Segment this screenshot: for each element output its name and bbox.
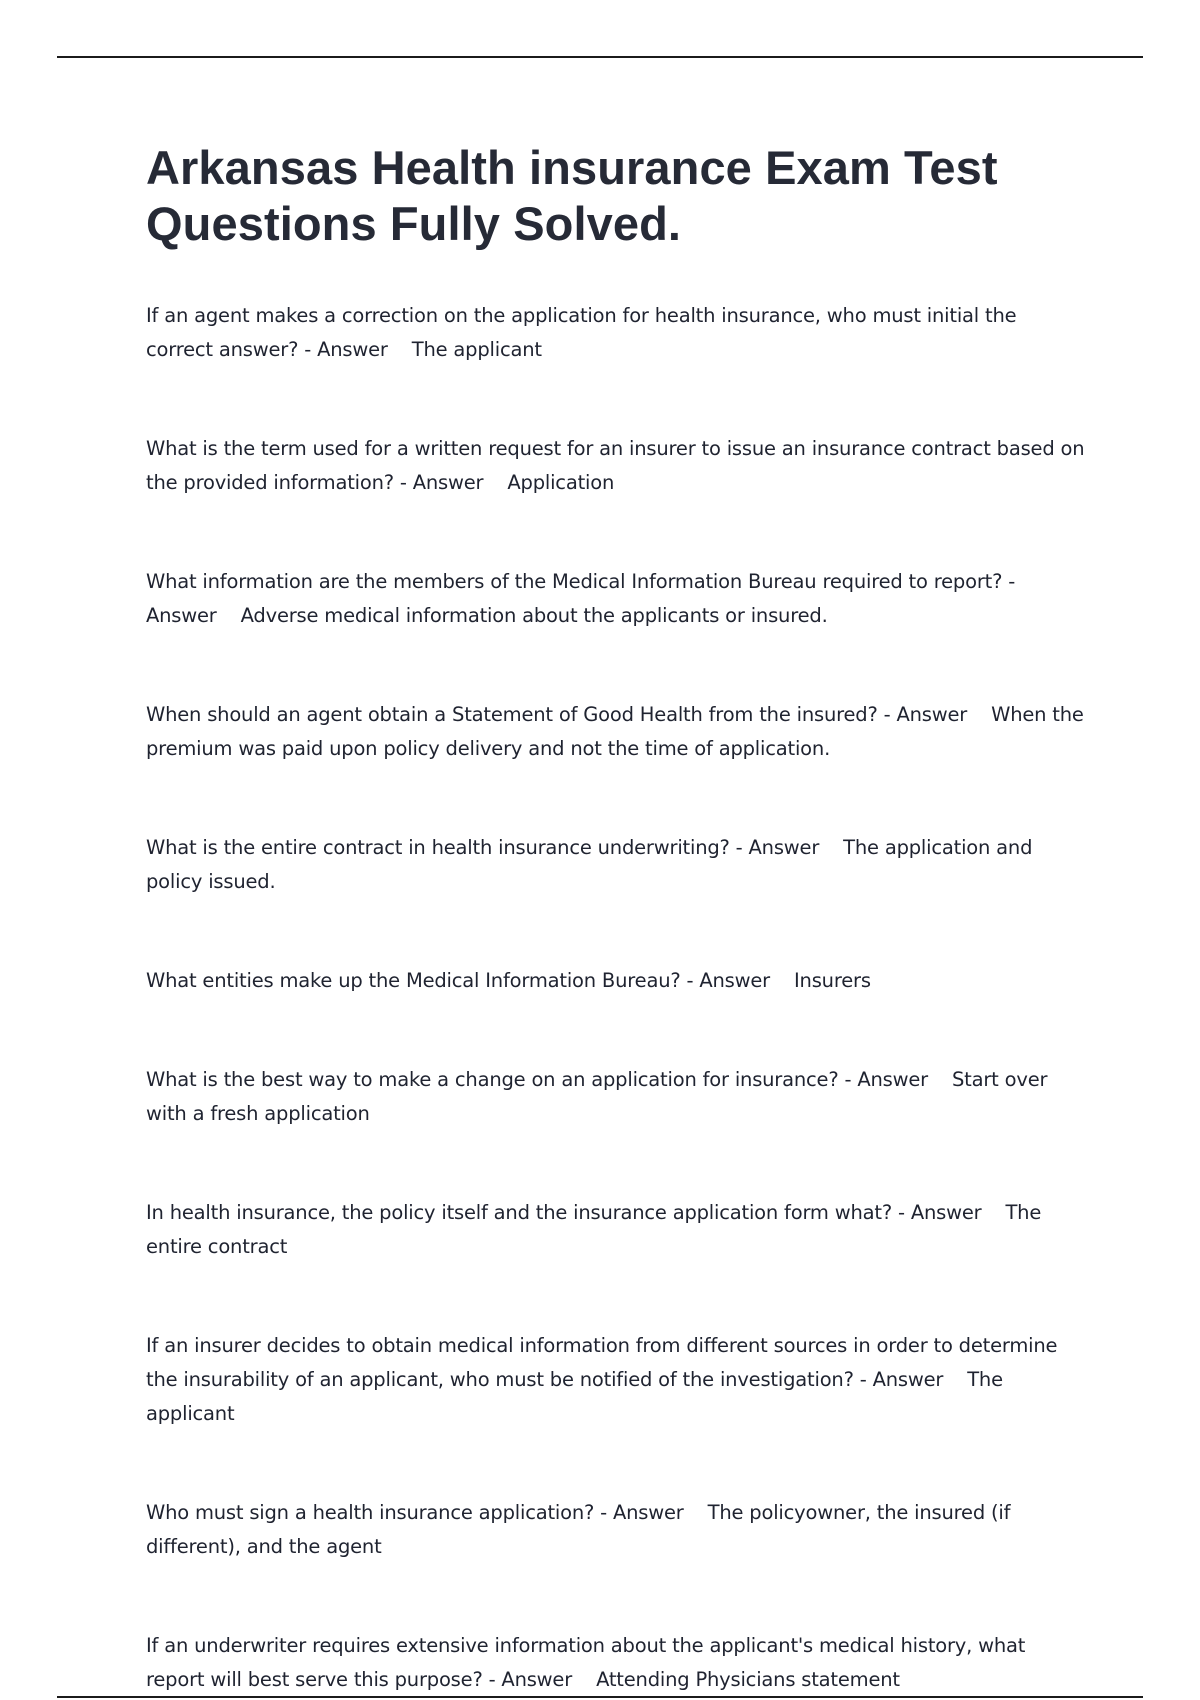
answer-text: Adverse medical information about the applicants or insured.: [240, 604, 828, 627]
answer-label: - Answer: [853, 1368, 944, 1391]
qa-item: [146, 565, 1086, 633]
qa-item: [146, 299, 1086, 367]
qa-item: [146, 1196, 1086, 1264]
answer-label: - Answer: [838, 1068, 928, 1091]
document-body: [146, 140, 1086, 1697]
question-text: When should an agent obtain a Statement of Good Health from the insured?: [146, 703, 878, 726]
qa-item: [146, 1329, 1086, 1431]
question-text: In health insurance, the policy itself and the insurance application form what?: [146, 1201, 892, 1224]
answer-text: The applicant: [411, 338, 542, 361]
question-text: What is the entire contract in health insurance underwriting?: [146, 836, 730, 859]
top-rule: [57, 56, 1143, 58]
answer-text: The entire contract: [146, 1201, 1042, 1258]
qa-item: [146, 1629, 1086, 1697]
answer-text: When the premium was paid upon policy delivery and not the time of application.: [146, 703, 1084, 760]
answer-label: - Answer: [729, 836, 820, 859]
question-text: If an insurer decides to obtain medical information from different sources in order to determine the insurability of an applicant, who must be notified of the investigation?: [146, 1334, 1058, 1391]
answer-text: The applicant: [146, 1368, 1003, 1425]
answer-text: The policyowner, the insured (if different), and the agent: [146, 1501, 1011, 1558]
answer-text: The application and policy issued.: [146, 836, 1033, 893]
qa-item: [146, 432, 1086, 500]
qa-item: [146, 831, 1086, 899]
answer-label: - Answer: [393, 471, 484, 494]
answer-text: Application: [507, 471, 615, 494]
document-title: Arkansas Health insurance Exam Test Questions Fully Solved.: [146, 141, 998, 250]
qa-item: [146, 698, 1086, 766]
answer-label: - Answer: [482, 1668, 573, 1691]
answer-label: - Answer: [146, 570, 1016, 627]
question-text: What information are the members of the Medical Information Bureau required to report?: [146, 570, 1003, 593]
answer-label: - Answer: [298, 338, 388, 361]
qa-item: [146, 964, 1086, 998]
answer-label: - Answer: [891, 1201, 982, 1224]
bottom-rule: [57, 1696, 1143, 1698]
qa-item: [146, 1063, 1086, 1131]
question-text: What is the term used for a written request for an insurer to issue an insurance contract based on the provided information?: [146, 437, 1085, 494]
question-text: If an agent makes a correction on the application for health insurance, who must initial the correct answer?: [146, 304, 1017, 361]
answer-text: Start over with a fresh application: [146, 1068, 1048, 1125]
question-text: What entities make up the Medical Information Bureau?: [146, 969, 681, 992]
question-text: If an underwriter requires extensive information about the applicant's medical history, what report will best serve this purpose?: [146, 1634, 1026, 1691]
answer-label: - Answer: [680, 969, 770, 992]
answer-text: Attending Physicians statement: [596, 1668, 900, 1691]
answer-label: - Answer: [594, 1501, 684, 1524]
question-text: What is the best way to make a change on an application for insurance?: [146, 1068, 839, 1091]
answer-text: Insurers: [793, 969, 871, 992]
question-text: Who must sign a health insurance application?: [146, 1501, 595, 1524]
qa-list: [146, 299, 1086, 1697]
qa-item: [146, 1496, 1086, 1564]
answer-label: - Answer: [877, 703, 968, 726]
